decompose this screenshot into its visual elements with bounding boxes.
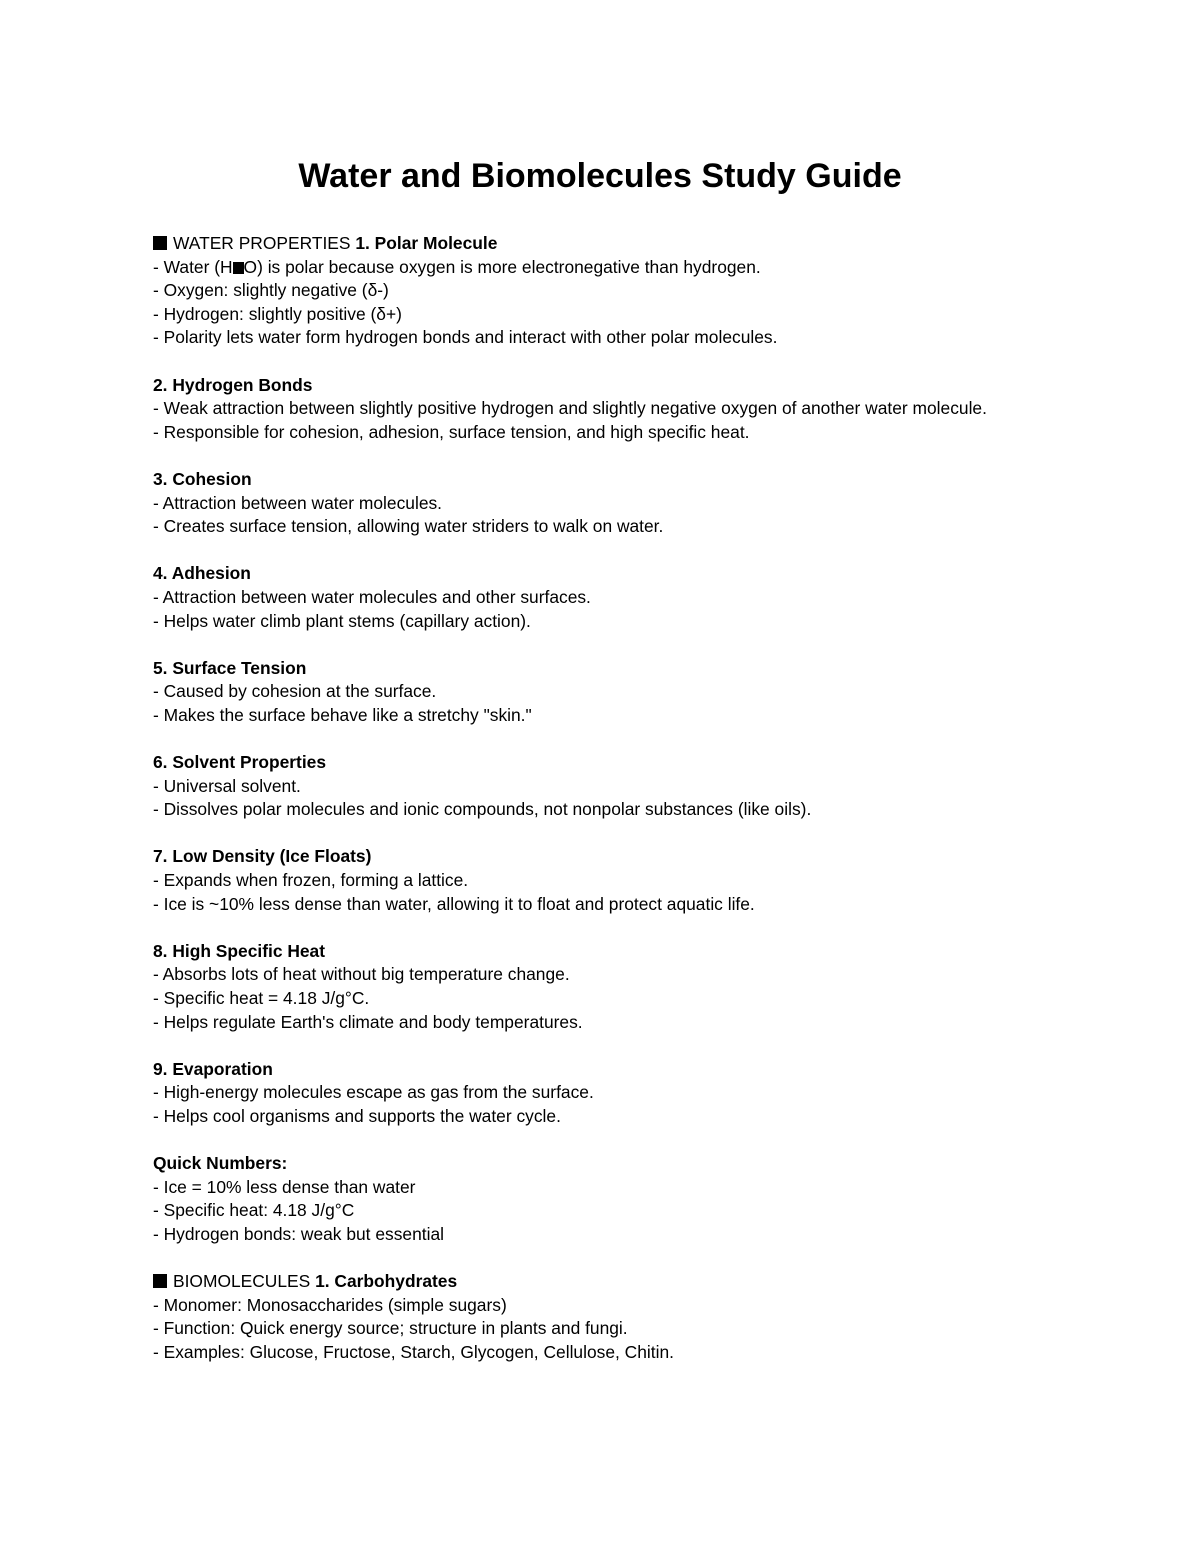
low-density-heading: 7. Low Density (Ice Floats) bbox=[153, 846, 372, 867]
specific-heat-line-2: - Specific heat = 4.18 J/g°C. bbox=[153, 988, 370, 1008]
hydrogen-bonds-heading: 2. Hydrogen Bonds bbox=[153, 374, 313, 395]
document-body bbox=[153, 232, 1033, 1388]
surface-tension-line-1: - Caused by cohesion at the surface. bbox=[153, 681, 437, 702]
quick-numbers-heading: Quick Numbers: bbox=[153, 1153, 288, 1174]
quick-numbers-line-1: - Ice = 10% less dense than water bbox=[153, 1176, 416, 1197]
quick-numbers-line-2: - Specific heat: 4.18 J/g°C bbox=[153, 1200, 355, 1221]
solvent-heading: 6. Solvent Properties bbox=[153, 752, 326, 773]
water-section-hydrogen-bonds bbox=[153, 374, 1033, 445]
hydrogen-bonds-line-2: - Responsible for cohesion, adhesion, surface tension, and high specific heat. bbox=[153, 421, 750, 442]
water-section-header bbox=[153, 232, 1033, 256]
water-section-quick-numbers bbox=[153, 1152, 1033, 1246]
specific-heat-heading: 8. High Specific Heat bbox=[153, 940, 326, 961]
bio-section-carbohydrates bbox=[153, 1270, 1033, 1364]
evaporation-line-1: - High-energy molecules escape as gas from the surface. bbox=[153, 1082, 594, 1103]
carbohydrates-line-1: - Monomer: Monosaccharides (simple sugars) bbox=[153, 1294, 507, 1315]
adhesion-heading: 4. Adhesion bbox=[153, 563, 251, 584]
polar-line-1-start: - Water (H bbox=[153, 256, 233, 277]
low-density-line-2: - Ice is ~10% less dense than water, allowing it to float and protect aquatic life. bbox=[153, 893, 755, 914]
carbohydrates-line-2: - Function: Quick energy source; structure in plants and fungi. bbox=[153, 1318, 628, 1339]
adhesion-line-2: - Helps water climb plant stems (capillary action). bbox=[153, 610, 531, 631]
polar-line-4: - Polarity lets water form hydrogen bonds and interact with other polar molecules. bbox=[153, 327, 778, 348]
water-section-surface-tension bbox=[153, 657, 1033, 728]
evaporation-heading: 9. Evaporation bbox=[153, 1058, 273, 1079]
specific-heat-line-3: - Helps regulate Earth's climate and body temperatures. bbox=[153, 1011, 583, 1032]
carbohydrates-line-3: - Examples: Glucose, Fructose, Starch, Glycogen, Cellulose, Chitin. bbox=[153, 1341, 674, 1362]
solvent-line-1: - Universal solvent. bbox=[153, 775, 301, 796]
water-section-evaporation bbox=[153, 1058, 1033, 1129]
cohesion-heading: 3. Cohesion bbox=[153, 468, 252, 489]
water-section-cohesion bbox=[153, 468, 1033, 539]
water-section-solvent bbox=[153, 751, 1033, 822]
water-banner-label: WATER PROPERTIES bbox=[173, 233, 351, 253]
square-bullet-icon bbox=[153, 236, 167, 250]
water-section-polar-molecule bbox=[153, 232, 1033, 350]
carbohydrates-heading: 1. Carbohydrates bbox=[315, 1271, 458, 1292]
low-density-line-1: - Expands when frozen, forming a lattice. bbox=[153, 870, 469, 891]
hydrogen-bonds-line-1: - Weak attraction between slightly positive hydrogen and slightly negative oxygen of another water molecule. bbox=[153, 398, 987, 419]
polar-line-3: - Hydrogen: slightly positive (δ+) bbox=[153, 303, 402, 324]
surface-tension-heading: 5. Surface Tension bbox=[153, 657, 307, 678]
bio-section-header bbox=[153, 1270, 1033, 1294]
surface-tension-line-2: - Makes the surface behave like a stretchy "skin." bbox=[153, 704, 532, 725]
adhesion-line-1: - Attraction between water molecules and other surfaces. bbox=[153, 586, 591, 607]
solvent-line-2: - Dissolves polar molecules and ionic compounds, not nonpolar substances (like oils). bbox=[153, 799, 812, 820]
page-title: Water and Biomolecules Study Guide bbox=[298, 157, 902, 195]
polar-line-1 bbox=[153, 256, 1033, 280]
water-section-specific-heat bbox=[153, 940, 1033, 1034]
water-section-low-density bbox=[153, 845, 1033, 916]
polar-line-1-end: O) is polar because oxygen is more electronegative than hydrogen. bbox=[243, 256, 761, 277]
missing-glyph-icon bbox=[233, 262, 244, 274]
quick-numbers-line-3: - Hydrogen bonds: weak but essential bbox=[153, 1223, 444, 1244]
cohesion-line-2: - Creates surface tension, allowing water striders to walk on water. bbox=[153, 516, 664, 537]
specific-heat-line-1: - Absorbs lots of heat without big temperature change. bbox=[153, 964, 570, 985]
square-bullet-icon bbox=[153, 1274, 167, 1288]
bio-banner-label: BIOMOLECULES bbox=[173, 1271, 311, 1292]
cohesion-line-1: - Attraction between water molecules. bbox=[153, 492, 443, 513]
water-section-adhesion bbox=[153, 562, 1033, 633]
polar-molecule-heading: 1. Polar Molecule bbox=[355, 233, 498, 253]
evaporation-line-2: - Helps cool organisms and supports the water cycle. bbox=[153, 1105, 561, 1126]
polar-line-2: - Oxygen: slightly negative (δ-) bbox=[153, 280, 389, 301]
